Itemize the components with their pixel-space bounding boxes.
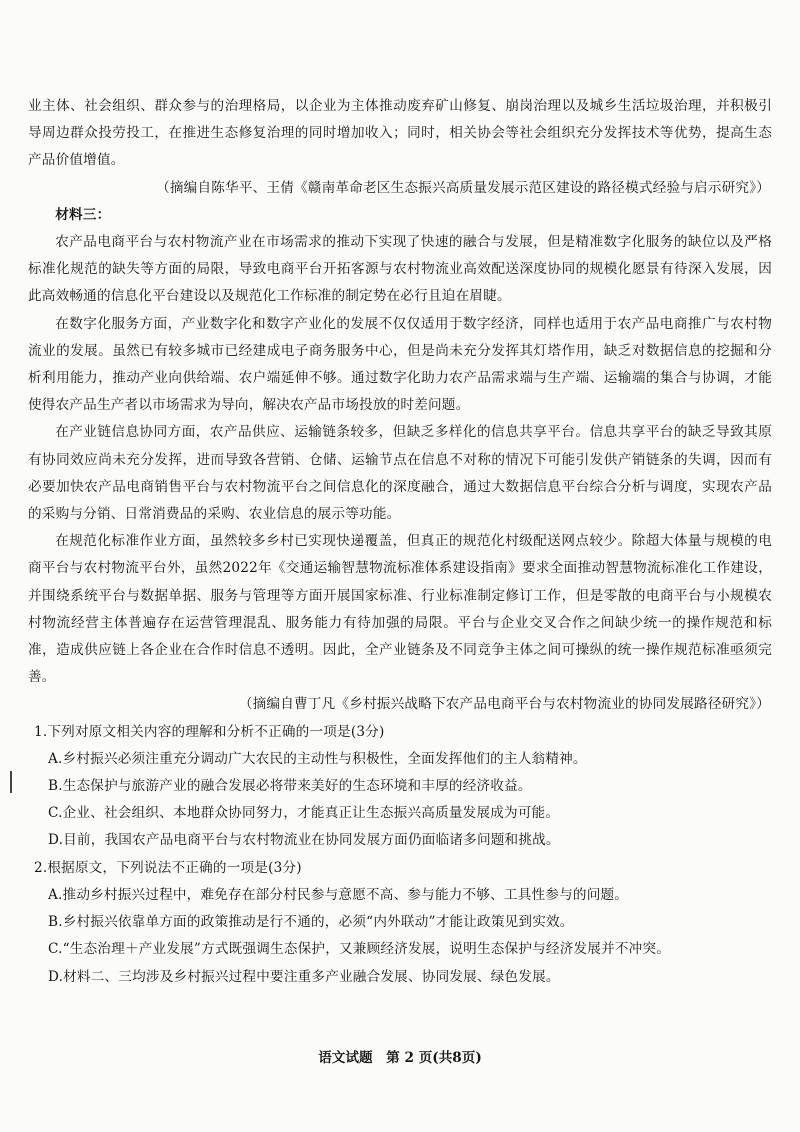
question-1 xyxy=(28,719,772,855)
question-option: B.乡村振兴依靠单方面的政策推动是行不通的，必须“内外联动”才能让政策见到实效。 xyxy=(48,914,574,931)
margin-mark xyxy=(10,771,12,793)
question-option: A.推动乡村振兴过程中，难免存在部分村民参与意愿不高、参与能力不够、工具性参与的问题。 xyxy=(48,886,629,903)
question-option: C.企业、社会组织、本地群众协同努力，才能真正让生态振兴高质量发展成为可能。 xyxy=(48,805,560,822)
exam-content xyxy=(28,93,772,991)
question-option: D.材料二、三均涉及乡村振兴过程中要注重多产业融合发展、协同发展、绿色发展。 xyxy=(48,968,560,985)
question-option: B.生态保护与旅游产业的融合发展必将带来美好的生态环境和丰厚的经济收益。 xyxy=(48,778,532,795)
passage-paragraph: 在数字化服务方面，产业数字化和数字产业化的发展不仅仅适用于数字经济，同样也适用于农产品电商推广与农村物流业的发展。虽然已有较多城市已经建成电子商务服务中心，但是尚未充分发挥其灯塔作用，缺乏对数据信息的挖掘和分析利用能力，推动产业向供给端、农户端延伸不够。通过数字化助力农产品需求端与生产端、运输端的集合与协调，才能使得农产品生产者以市场需求为导向，解决农产品市场投放的时差问题。 xyxy=(28,315,772,414)
page-footer: 语文试题 第 2 页(共8页) xyxy=(318,1050,482,1066)
question-option: A.乡村振兴必须注重充分调动广大农民的主动性与积极性，全面发挥他们的主人翁精神。 xyxy=(48,750,587,767)
passage-paragraph: 在产业链信息协同方面，农产品供应、运输链条较多，但缺乏多样化的信息共享平台。信息共享平台的缺乏导致其原有协同效应尚未充分发挥，进而导致各营销、仓储、运输节点在信息不对称的情况下可能引发供产销链条的失调，因而有必要加快农产品电商销售平台与农村物流平台之间信息化的深度融合，通过大数据信息平台综合分析与调度，实现农产品的采购与分销、日常消费品的采购、农业信息的展示等功能。 xyxy=(28,424,772,523)
question-stem: 2.根据原文，下列说法不正确的一项是(3分) xyxy=(34,859,302,876)
question-stem: 1.下列对原文相关内容的理解和分析不正确的一项是(3分) xyxy=(34,723,385,740)
source-citation: （摘编自曹丁凡《乡村振兴战略下农产品电商平台与农村物流业的协同发展路径研究》） xyxy=(238,696,770,713)
question-option: C.“生态治理＋产业发展”方式既强调生态保护，又兼顾经济发展，说明生态保护与经济发展并不冲突。 xyxy=(48,941,671,958)
question-2 xyxy=(28,855,772,991)
passage-paragraph: 业主体、社会组织、群众参与的治理格局，以企业为主体推动废弃矿山修复、崩岗治理以及城乡生活垃圾治理，并积极引导周边群众投劳投工，在推进生态修复治理的同时增加收入；同时，相关协会等社会组织充分发挥技术等优势，提高生态产品价值增值。 xyxy=(28,98,772,169)
question-option: D.目前，我国农产品电商平台与农村物流业在协同发展方面仍面临诸多问题和挑战。 xyxy=(48,832,560,849)
source-citation: （摘编自陈华平、王倩《赣南革命老区生态振兴高质量发展示范区建设的路径模式经验与启示研究》） xyxy=(156,179,770,196)
material-heading: 材料三： xyxy=(55,206,111,223)
passage-paragraph: 农产品电商平台与农村物流产业在市场需求的推动下实现了快速的融合与发展，但是精准数字化服务的缺位以及严格标准化规范的缺失等方面的局限，导致电商平台开拓客源与农村物流业高效配送深度协同的规模化愿景有待深入发展，因此高效畅通的信息化平台建设以及规范化工作标准的制定势在必行且迫在眉睫。 xyxy=(28,234,772,305)
passage-paragraph: 在规范化标准作业方面，虽然较多乡村已实现快递覆盖，但真正的规范化村级配送网点较少。除超大体量与规模的电商平台与农村物流平台外，虽然2022年《交通运输智慧物流标准体系建设指南》要求全面推动智慧物流标准化工作建设，并围绕系统平台与数据单据、服务与管理等方面开展国家标准、行业标准制定修订工作，但是零散的电商平台与小规模农村物流经营主体普遍存在运营管理混乱、服务能力有待加强的局限。平台与企业交叉合作之间缺少统一的操作规范和标准，造成供应链上各企业在合作时信息不透明。因此，全产业链条及不同竞争主体之间可操纵的统一操作规范标准亟须完善。 xyxy=(28,533,772,686)
